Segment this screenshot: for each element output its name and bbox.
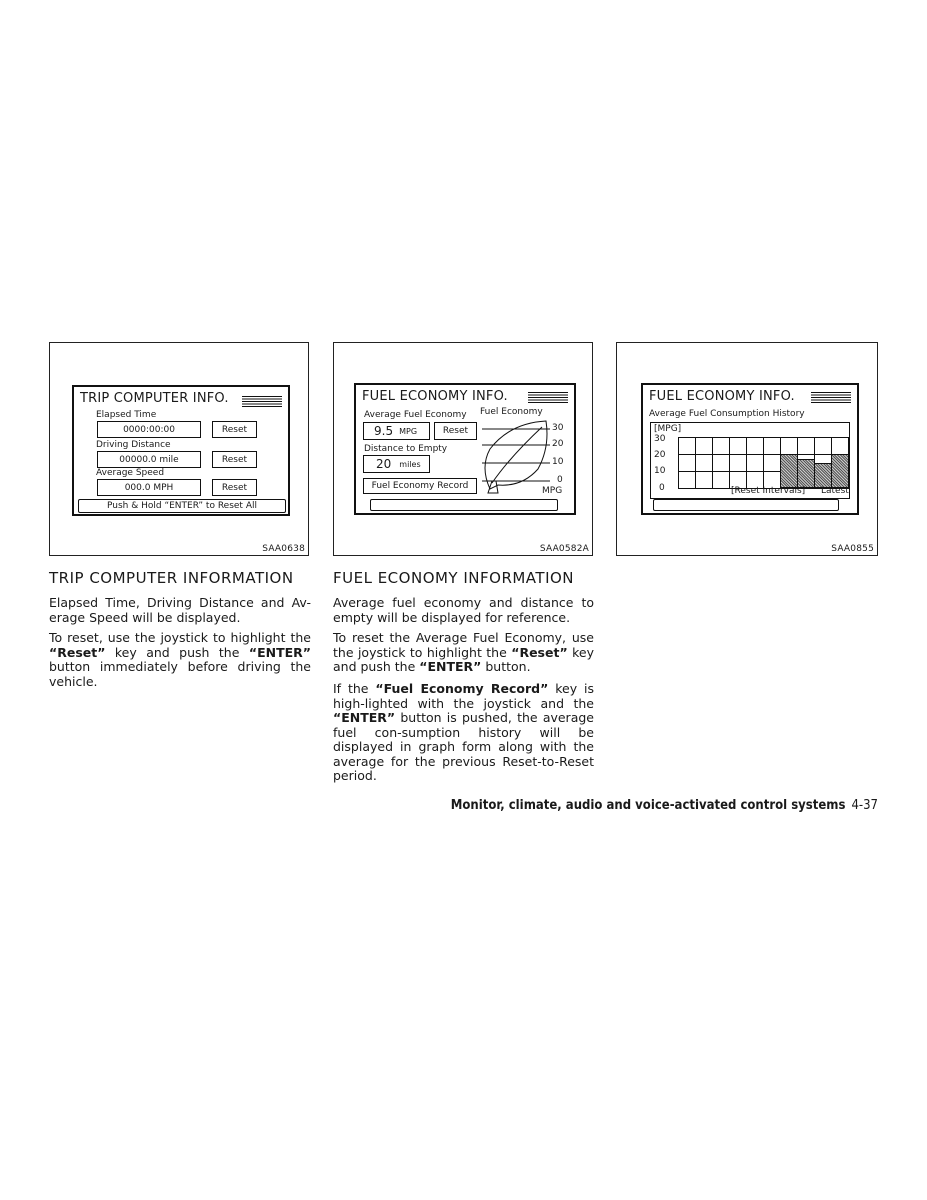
trip-paragraph-2 bbox=[49, 631, 311, 689]
fuel-paragraph-1: Average fuel economy and distance to empty will be displayed for reference. bbox=[333, 595, 594, 625]
trip-p2-enter-key: “ENTER” bbox=[248, 644, 311, 660]
grid-cell bbox=[712, 454, 730, 472]
fuel-p3-text-a: If the bbox=[333, 681, 376, 696]
latest-label: Latest bbox=[821, 486, 849, 496]
driving-distance-value: 00000.0 mile bbox=[97, 451, 201, 468]
menu-stripes-icon bbox=[528, 392, 568, 403]
fuel-economy-record-button[interactable]: Fuel Economy Record bbox=[363, 478, 477, 494]
reset-elapsed-button[interactable]: Reset bbox=[212, 421, 257, 438]
reset-intervals-label: [Reset Intervals] bbox=[731, 486, 806, 496]
grid-cell bbox=[729, 454, 747, 472]
y-tick-0: 0 bbox=[659, 483, 665, 493]
grid-cell bbox=[712, 471, 730, 489]
dte-value-number: 20 bbox=[376, 457, 392, 471]
leaf-gauge-vein bbox=[492, 427, 542, 483]
y-tick-30: 30 bbox=[654, 434, 666, 444]
footer-section-title: Monitor, climate, audio and voice-activated control systems bbox=[450, 798, 846, 813]
grid-cell bbox=[712, 437, 730, 455]
figure-fuel-economy bbox=[333, 342, 593, 556]
page-footer bbox=[451, 798, 878, 813]
elapsed-time-label: Elapsed Time bbox=[96, 410, 157, 420]
history-subtitle: Average Fuel Consumption History bbox=[649, 409, 805, 419]
grid-cell bbox=[831, 437, 849, 455]
fuel-paragraph-2 bbox=[333, 631, 594, 675]
grid-cell bbox=[695, 471, 713, 489]
grid-cell bbox=[814, 437, 832, 455]
gauge-title: Fuel Economy bbox=[480, 407, 543, 417]
fuel-economy-screen bbox=[354, 383, 576, 515]
avg-value-unit: MPG bbox=[399, 426, 418, 436]
grid-cell bbox=[763, 454, 781, 472]
grid-cell bbox=[678, 454, 696, 472]
trip-paragraph-1: Elapsed Time, Driving Distance and Av-erage Speed will be displayed. bbox=[49, 595, 311, 625]
dte-value-unit: miles bbox=[399, 459, 421, 469]
fuel-p2-text-e: button. bbox=[481, 659, 531, 674]
history-chart-frame bbox=[650, 422, 850, 499]
history-bar bbox=[797, 459, 815, 488]
chart-unit-label: [MPG] bbox=[654, 424, 682, 434]
gauge-unit: MPG bbox=[542, 486, 563, 496]
gauge-tick-30: 30 bbox=[552, 423, 564, 433]
gauge-tick-20: 20 bbox=[552, 439, 564, 449]
figure-code: SAA0638 bbox=[262, 544, 305, 554]
history-bar bbox=[780, 454, 798, 488]
grid-cell bbox=[678, 437, 696, 455]
grid-cell bbox=[729, 437, 747, 455]
status-bar bbox=[370, 499, 558, 511]
grid-cell bbox=[797, 437, 815, 455]
trip-p2-reset-key: “Reset” bbox=[49, 644, 106, 660]
average-fuel-economy-label: Average Fuel Economy bbox=[364, 410, 467, 420]
reset-all-bar[interactable]: Push & Hold “ENTER” to Reset All bbox=[78, 499, 286, 513]
history-bar bbox=[831, 454, 849, 488]
gauge-tick-10: 10 bbox=[552, 457, 564, 467]
reset-fuel-economy-button[interactable]: Reset bbox=[434, 422, 477, 440]
trip-p2-text-e: button immediately before driving the vehicle. bbox=[49, 659, 311, 689]
trip-p2-text-c: key and push the bbox=[105, 644, 249, 660]
average-speed-value: 000.0 MPH bbox=[97, 479, 201, 496]
fuel-history-screen bbox=[641, 383, 859, 515]
fuel-p3-enter-key: “ENTER” bbox=[333, 710, 396, 725]
fuel-p2-reset-key: “Reset” bbox=[511, 644, 568, 660]
grid-cell bbox=[763, 437, 781, 455]
y-tick-20: 20 bbox=[654, 450, 666, 460]
elapsed-time-value: 0000:00:00 bbox=[97, 421, 201, 438]
fuel-p3-record-key: “Fuel Economy Record” bbox=[375, 681, 549, 696]
fuel-p2-enter-key: “ENTER” bbox=[419, 659, 482, 674]
menu-stripes-icon bbox=[811, 392, 851, 403]
distance-to-empty-value bbox=[363, 455, 430, 473]
grid-cell bbox=[695, 437, 713, 455]
figure-fuel-history bbox=[616, 342, 878, 556]
fuel-p2-text-c: key and push the bbox=[333, 644, 594, 674]
screen-title: TRIP COMPUTER INFO. bbox=[80, 391, 229, 406]
grid-cell bbox=[746, 437, 764, 455]
menu-stripes-icon bbox=[242, 396, 282, 407]
fuel-economy-heading: FUEL ECONOMY INFORMATION bbox=[333, 569, 575, 587]
screen-title: FUEL ECONOMY INFO. bbox=[362, 389, 508, 404]
reset-speed-button[interactable]: Reset bbox=[212, 479, 257, 496]
gauge-tick-0: 0 bbox=[557, 475, 563, 485]
fuel-p3-text-e: button is pushed, the average fuel con-sumption history will be displayed in graph form along with the average for the previous Reset-to-Reset period. bbox=[333, 710, 594, 783]
grid-cell bbox=[780, 437, 798, 455]
grid-cell bbox=[695, 454, 713, 472]
fuel-paragraph-3 bbox=[333, 682, 594, 784]
history-bar bbox=[814, 463, 832, 489]
average-fuel-economy-value bbox=[363, 422, 430, 440]
fuel-economy-gauge bbox=[480, 417, 550, 497]
driving-distance-label: Driving Distance bbox=[96, 440, 171, 450]
average-speed-label: Average Speed bbox=[96, 468, 165, 478]
avg-value-number: 9.5 bbox=[374, 424, 394, 438]
screen-title: FUEL ECONOMY INFO. bbox=[649, 389, 795, 404]
fuel-p3-text-c: key is high-lighted with the joystick and the bbox=[333, 681, 594, 711]
trip-computer-screen bbox=[72, 385, 290, 516]
figure-trip-computer bbox=[49, 342, 309, 556]
grid-cell bbox=[746, 454, 764, 472]
reset-distance-button[interactable]: Reset bbox=[212, 451, 257, 468]
grid-cell bbox=[678, 471, 696, 489]
distance-to-empty-label: Distance to Empty bbox=[364, 444, 448, 454]
trip-computer-heading: TRIP COMPUTER INFORMATION bbox=[49, 569, 294, 587]
figure-code: SAA0855 bbox=[831, 544, 874, 554]
y-tick-10: 10 bbox=[654, 466, 666, 476]
figure-code: SAA0582A bbox=[539, 544, 589, 554]
history-grid bbox=[678, 437, 848, 488]
page-number: 4-37 bbox=[851, 798, 878, 813]
status-bar bbox=[653, 499, 839, 511]
trip-p2-text-a: To reset, use the joystick to highlight the bbox=[49, 630, 311, 645]
fuel-p2-text-a: To reset the Average Fuel Economy, use the joystick to highlight the bbox=[333, 630, 594, 660]
